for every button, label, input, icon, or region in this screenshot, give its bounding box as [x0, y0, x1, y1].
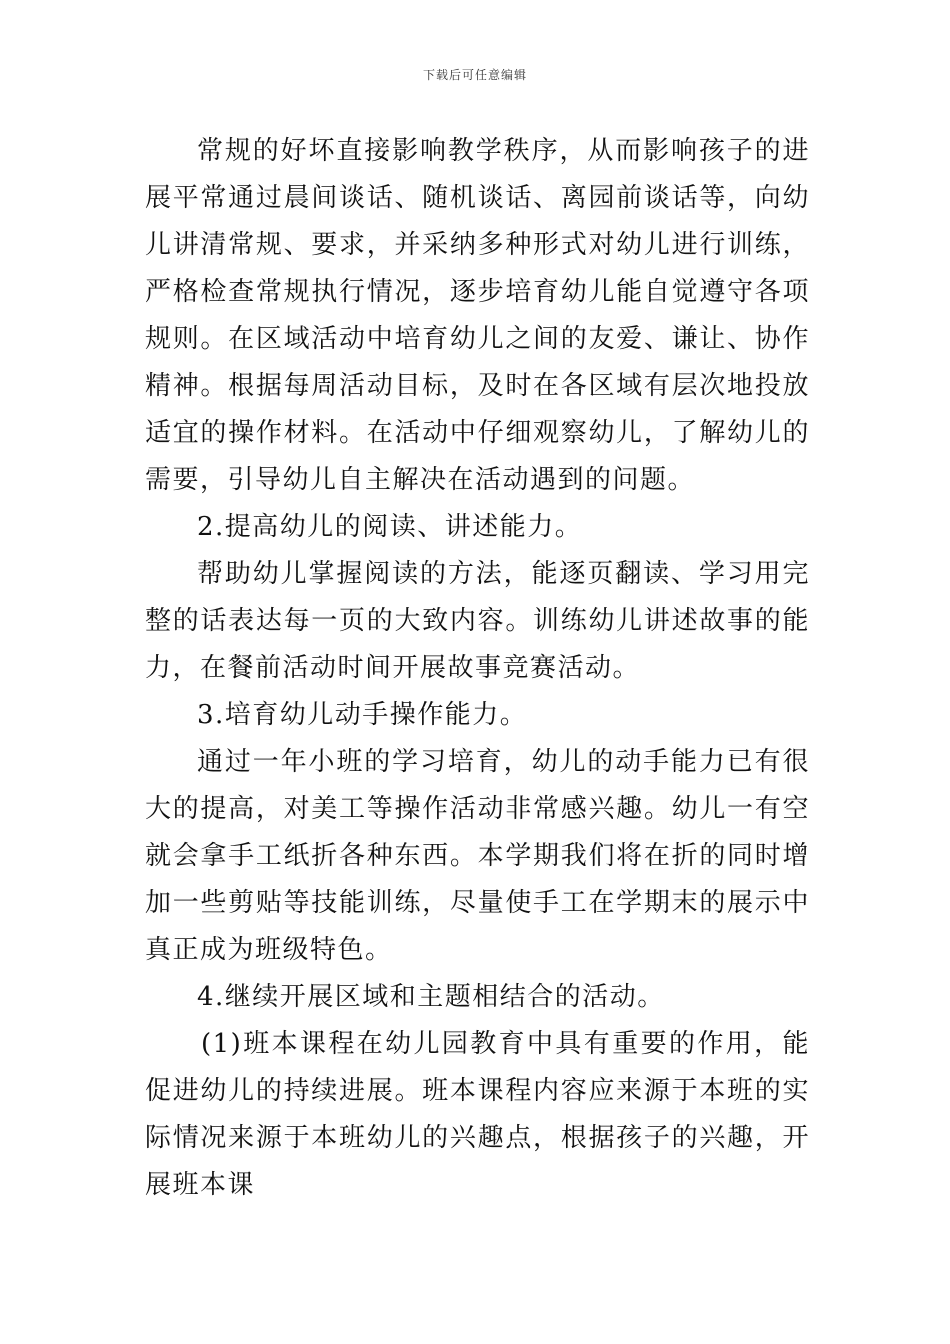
heading-area-theme-activities: 4.继续开展区域和主题相结合的活动。 [197, 982, 665, 1012]
paragraph-class-curriculum: (1)班本课程在幼儿园教育中具有重要的作用，能促进幼儿的持续进展。班本课程内容应来源于本班的实际情况来源于本班幼儿的兴趣点，根据孩子的兴趣，开展班本课 [145, 1029, 810, 1200]
paragraph-hands-on: 通过一年小班的学习培育，幼儿的动手能力已有很大的提高，对美工等操作活动非常感兴趣。幼儿一有空就会拿手工纸折各种东西。本学期我们将在折的同时增加一些剪贴等技能训练，尽量使手工在学期末的展示中真正成为班级特色。 [145, 747, 810, 965]
heading-hands-on-ability: 3.培育幼儿动手操作能力。 [197, 700, 528, 730]
page-header: 下载后可任意编辑 [422, 68, 527, 82]
paragraph-reading: 帮助幼儿掌握阅读的方法，能逐页翻读、学习用完整的话表达每一页的大致内容。训练幼儿讲述故事的能力，在餐前活动时间开展故事竞赛活动。 [145, 559, 810, 683]
paragraph-routine: 常规的好坏直接影响教学秩序，从而影响孩子的进展平常通过晨间谈话、随机谈话、离园前谈话等，向幼儿讲清常规、要求，并采纳多种形式对幼儿进行训练，严格检查常规执行情况，逐步培育幼儿能自觉遵守各项规则。在区域活动中培育幼儿之间的友爱、谦让、协作精神。根据每周活动目标，及时在各区域有层次地投放适宜的操作材料。在活动中仔细观察幼儿，了解幼儿的需要，引导幼儿自主解决在活动遇到的问题。 [145, 136, 810, 495]
document-body [145, 128, 810, 1209]
heading-reading-ability: 2.提高幼儿的阅读、讲述能力。 [197, 512, 583, 542]
